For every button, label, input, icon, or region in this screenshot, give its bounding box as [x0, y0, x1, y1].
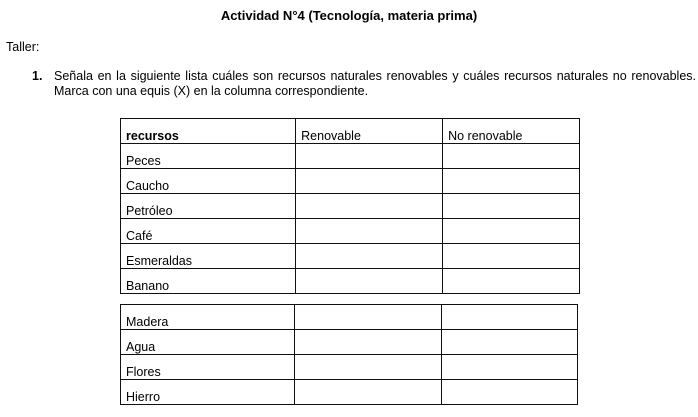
no-renovable-cell[interactable]: [443, 244, 580, 269]
renovable-cell[interactable]: [295, 305, 441, 330]
page-title: Actividad N°4 (Tecnología, materia prima): [220, 8, 478, 23]
no-renovable-cell[interactable]: [443, 219, 580, 244]
no-renovable-cell[interactable]: [443, 269, 580, 294]
renovable-cell[interactable]: [296, 194, 443, 219]
resource-name: Hierro: [121, 380, 295, 405]
resources-table-part-1: [120, 118, 580, 294]
table-row: [121, 219, 580, 244]
section-label: Taller:: [6, 40, 40, 54]
header-no-renovable: No renovable: [443, 119, 580, 144]
table-row: [121, 330, 578, 355]
table-row: [121, 169, 580, 194]
renovable-cell[interactable]: [296, 219, 443, 244]
resource-name: Madera: [121, 305, 295, 330]
table-row: [121, 144, 580, 169]
resource-name: Petróleo: [121, 194, 296, 219]
table-row: [121, 355, 578, 380]
table-header-row: [121, 119, 580, 144]
table-row: [121, 194, 580, 219]
renovable-cell[interactable]: [296, 269, 443, 294]
question-number: 1.: [32, 69, 43, 83]
resource-name: Agua: [121, 330, 295, 355]
renovable-cell[interactable]: [296, 169, 443, 194]
header-recursos: recursos: [121, 119, 296, 144]
resource-name: Café: [121, 219, 296, 244]
renovable-cell[interactable]: [295, 330, 441, 355]
table-row: [121, 269, 580, 294]
no-renovable-cell[interactable]: [443, 194, 580, 219]
renovable-cell[interactable]: [296, 144, 443, 169]
table-row: [121, 244, 580, 269]
header-renovable: Renovable: [296, 119, 443, 144]
no-renovable-cell[interactable]: [441, 305, 577, 330]
resource-name: Flores: [121, 355, 295, 380]
renovable-cell[interactable]: [295, 355, 441, 380]
resource-name: Peces: [121, 144, 296, 169]
resource-name: Banano: [121, 269, 296, 294]
resource-name: Caucho: [121, 169, 296, 194]
no-renovable-cell[interactable]: [441, 330, 577, 355]
renovable-cell[interactable]: [295, 380, 441, 405]
resources-table-part-2: [120, 304, 578, 405]
no-renovable-cell[interactable]: [443, 144, 580, 169]
table-row: [121, 305, 578, 330]
no-renovable-cell[interactable]: [441, 380, 577, 405]
question-item: [32, 69, 696, 99]
table-row: [121, 380, 578, 405]
question-text: Señala en la siguiente lista cuáles son recursos naturales renovables y cuáles recursos naturales no renovables. Marca con una equis (X) en la columna correspondiente.: [54, 69, 696, 98]
renovable-cell[interactable]: [296, 244, 443, 269]
no-renovable-cell[interactable]: [441, 355, 577, 380]
no-renovable-cell[interactable]: [443, 169, 580, 194]
resource-name: Esmeraldas: [121, 244, 296, 269]
